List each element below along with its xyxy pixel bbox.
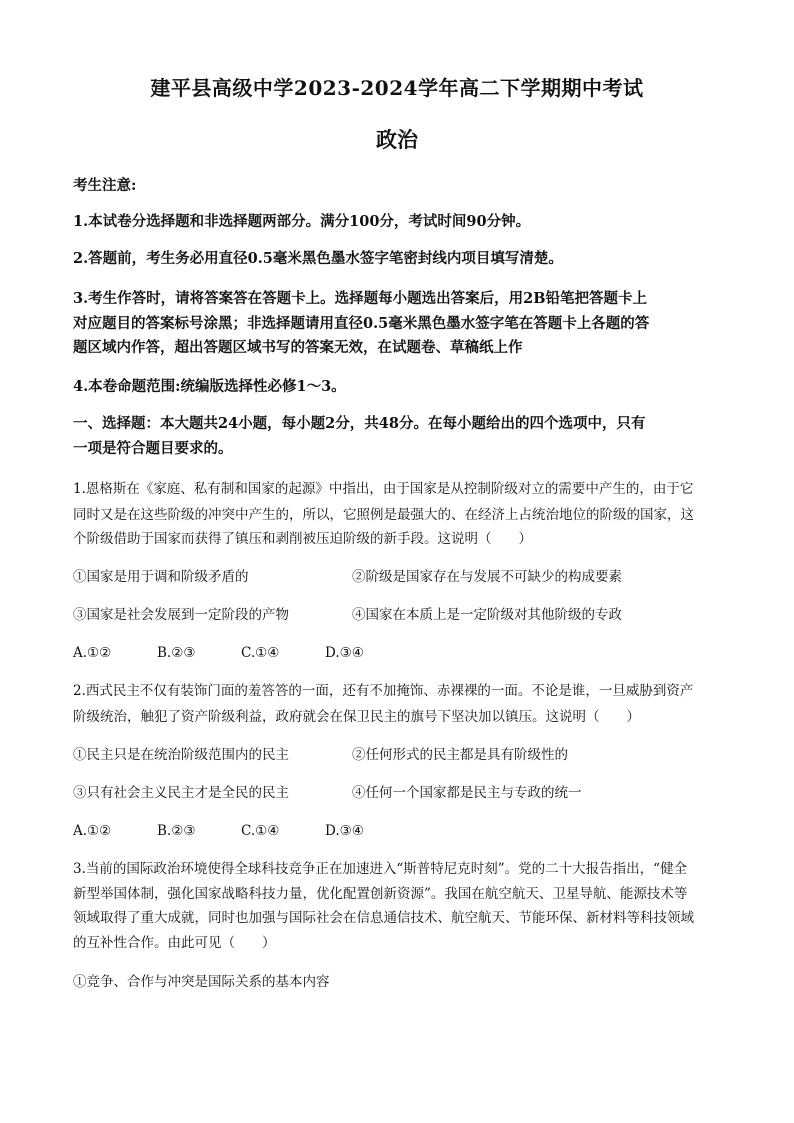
question-option: ③国家是社会发展到一定阶段的产物 — [73, 607, 289, 623]
section-heading: 一、选择题：本大题共24小题，每小题2分，共48分。在每小题给出的四个选项中，只有 — [73, 415, 646, 432]
answer-choice: B.②③ — [157, 645, 196, 661]
exam-title: 建平县高级中学2023-2024学年高二下学期期中考试 — [150, 76, 644, 100]
notice-heading: 考生注意: — [73, 177, 137, 194]
question-stem: 1.恩格斯在《家庭、私有制和国家的起源》中指出，由于国家是从控制阶级对立的需要中产生的，由于它 — [73, 481, 694, 497]
answer-choice: A.①② — [73, 823, 112, 839]
question-stem: 2.西式民主不仅有装饰门面的羞答答的一面，还有不加掩饰、赤裸裸的一面。不论是谁，一旦威胁到资产 — [73, 683, 694, 699]
question-stem: 阶级统治，触犯了资产阶级利益，政府就会在保卫民主的旗号下坚决加以镇压。这说明（ ） — [73, 709, 640, 725]
notice-item: 1.本试卷分选择题和非选择题两部分。满分100分，考试时间90分钟。 — [73, 213, 531, 230]
answer-choice: C.①④ — [241, 645, 280, 661]
notice-item: 2.答题前，考生务必用直径0.5毫米黑色墨水签字笔密封线内项目填写清楚。 — [73, 250, 563, 267]
notice-item: 4.本卷命题范围:统编版选择性必修1～3。 — [73, 378, 346, 395]
answer-choice: C.①④ — [241, 823, 280, 839]
subject-title: 政治 — [376, 127, 418, 152]
question-option: ②任何形式的民主都是具有阶级性的 — [352, 747, 568, 763]
question-stem: 新型举国体制，强化国家战略科技力量，优化配置创新资源”。我国在航空航天、卫星导航、能源技术等 — [73, 886, 688, 902]
question-option: ②阶级是国家存在与发展不可缺少的构成要素 — [352, 569, 622, 585]
answer-choice: D.③④ — [325, 645, 364, 661]
answer-choices — [73, 821, 409, 841]
question-stem: 同时又是在这些阶级的冲突中产生的，所以，它照例是最强大的、在经济上占统治地位的阶级的国家，这 — [73, 507, 694, 523]
question-stem: 领域取得了重大成就，同时也加强与国际社会在信息通信技术、航空航天、节能环保、新材料等科技领域 — [73, 910, 694, 926]
answer-choice: A.①② — [73, 645, 112, 661]
question-option: ④任何一个国家都是民主与专政的统一 — [352, 785, 582, 801]
answer-choices — [73, 643, 409, 663]
notice-item: 3.考生作答时，请将答案答在答题卡上。选择题每小题选出答案后，用2B铅笔把答题卡上 — [73, 290, 647, 307]
section-heading-cont: 一项是符合题目要求的。 — [73, 440, 233, 457]
question-option: ④国家在本质上是一定阶级对其他阶级的专政 — [352, 607, 622, 623]
notice-item: 对应题目的答案标号涂黑；非选择题请用直径0.5毫米黑色墨水签字笔在答题卡上各题的答 — [73, 315, 650, 332]
question-option: ③只有社会主义民主才是全民的民主 — [73, 785, 289, 801]
question-option: ①国家是用于调和阶级矛盾的 — [73, 569, 249, 585]
answer-choice: B.②③ — [157, 823, 196, 839]
question-stem: 的互补性合作。由此可见（ ） — [73, 935, 276, 951]
question-stem: 个阶级借助于国家而获得了镇压和剥削被压迫阶级的新手段。这说明（ ） — [73, 531, 532, 547]
question-option: ①竞争、合作与冲突是国际关系的基本内容 — [73, 974, 330, 990]
question-stem: 3.当前的国际政治环境使得全球科技竞争正在加速进入“斯普特尼克时刻”。党的二十大报告指出，“健全 — [73, 861, 688, 877]
question-option: ①民主只是在统治阶级范围内的民主 — [73, 747, 289, 763]
notice-item: 题区域内作答，超出答题区域书写的答案无效，在试题卷、草稿纸上作 — [73, 339, 523, 356]
answer-choice: D.③④ — [325, 823, 364, 839]
